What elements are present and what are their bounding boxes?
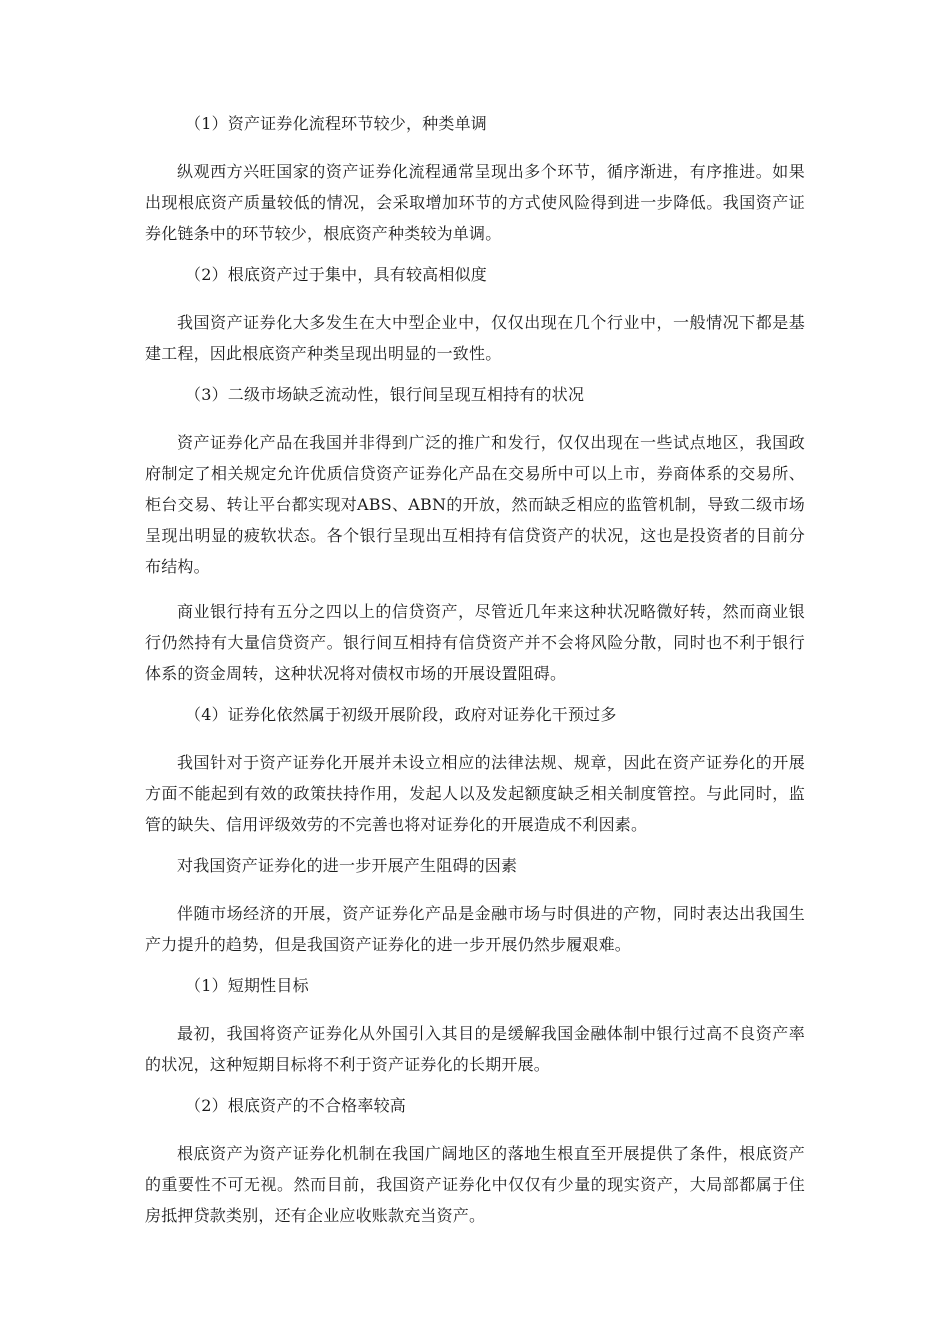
section-heading-short-term-goal: （1）短期性目标 — [185, 976, 309, 995]
section-heading-unqualified-rate: （2）根底资产的不合格率较高 — [185, 1096, 406, 1115]
paragraph-underlying-assets-importance: 根底资产为资产证券化机制在我国广阔地区的落地生根直至开展提供了条件，根底资产的重要性不可无视。然而目前，我国资产证券化中仅仅有少量的现实资产，大局部都属于住房抵押贷款类别，还有企业应收账款充当资产。 — [145, 1144, 805, 1225]
section-heading-underlying-asset-concentration: （2）根底资产过于集中，具有较高相似度 — [185, 265, 487, 284]
paragraph-product-promotion: 资产证券化产品在我国并非得到广泛的推广和发行，仅仅出现在一些试点地区，我国政府制定了相关规定允许优质信贷资产证券化产品在交易所中可以上市，券商体系的交易所、柜台交易、转让平台都实现对ABS、ABN的开放，然而缺乏相应的监管机制，导致二级市场呈现出明显的疲软状态。各个银行呈现出互相持有信贷资产的状况，这也是投资者的目前分布结构。 — [145, 433, 805, 576]
paragraph-large-enterprises: 我国资产证券化大多发生在大中型企业中，仅仅出现在几个行业中，一般情况下都是基建工程，因此根底资产种类呈现出明显的一致性。 — [145, 313, 805, 363]
section-heading-initial-stage: （4）证券化依然属于初级开展阶段，政府对证券化干预过多 — [185, 705, 617, 724]
section-heading-secondary-market-liquidity: （3）二级市场缺乏流动性，银行间呈现互相持有的状况 — [185, 385, 585, 404]
paragraph-regulation-absence: 我国针对于资产证券化开展并未设立相应的法律法规、规章，因此在资产证券化的开展方面不能起到有效的政策扶持作用，发起人以及发起额度缺乏相关制度管控。与此同时，监管的缺失、信用评级效劳的不完善也将对证券化的开展造成不利因素。 — [145, 753, 805, 834]
paragraph-commercial-banks: 商业银行持有五分之四以上的信贷资产，尽管近几年来这种状况略微好转，然而商业银行仍然持有大量信贷资产。银行间互相持有信贷资产并不会将风险分散，同时也不利于银行体系的资金周转，这种状况将对债权市场的开展设置阻碍。 — [145, 602, 805, 683]
paragraph-market-economy: 伴随市场经济的开展，资产证券化产品是金融市场与时俱进的产物，同时表达出我国生产力提升的趋势，但是我国资产证券化的进一步开展仍然步履艰难。 — [145, 904, 805, 954]
section-heading-asset-securitization-process: （1）资产证券化流程环节较少，种类单调 — [185, 114, 487, 133]
paragraph-initial-purpose: 最初，我国将资产证券化从外国引入其目的是缓解我国金融体制中银行过高不良资产率的状况，这种短期目标将不利于资产证券化的长期开展。 — [145, 1024, 805, 1074]
document-page — [145, 112, 805, 1245]
section-heading-obstacle-factors: 对我国资产证券化的进一步开展产生阻碍的因素 — [177, 856, 518, 875]
paragraph-western-process: 纵观西方兴旺国家的资产证券化流程通常呈现出多个环节，循序渐进，有序推进。如果出现根底资产质量较低的情况，会采取增加环节的方式使风险得到进一步降低。我国资产证券化链条中的环节较少，根底资产种类较为单调。 — [145, 162, 805, 243]
